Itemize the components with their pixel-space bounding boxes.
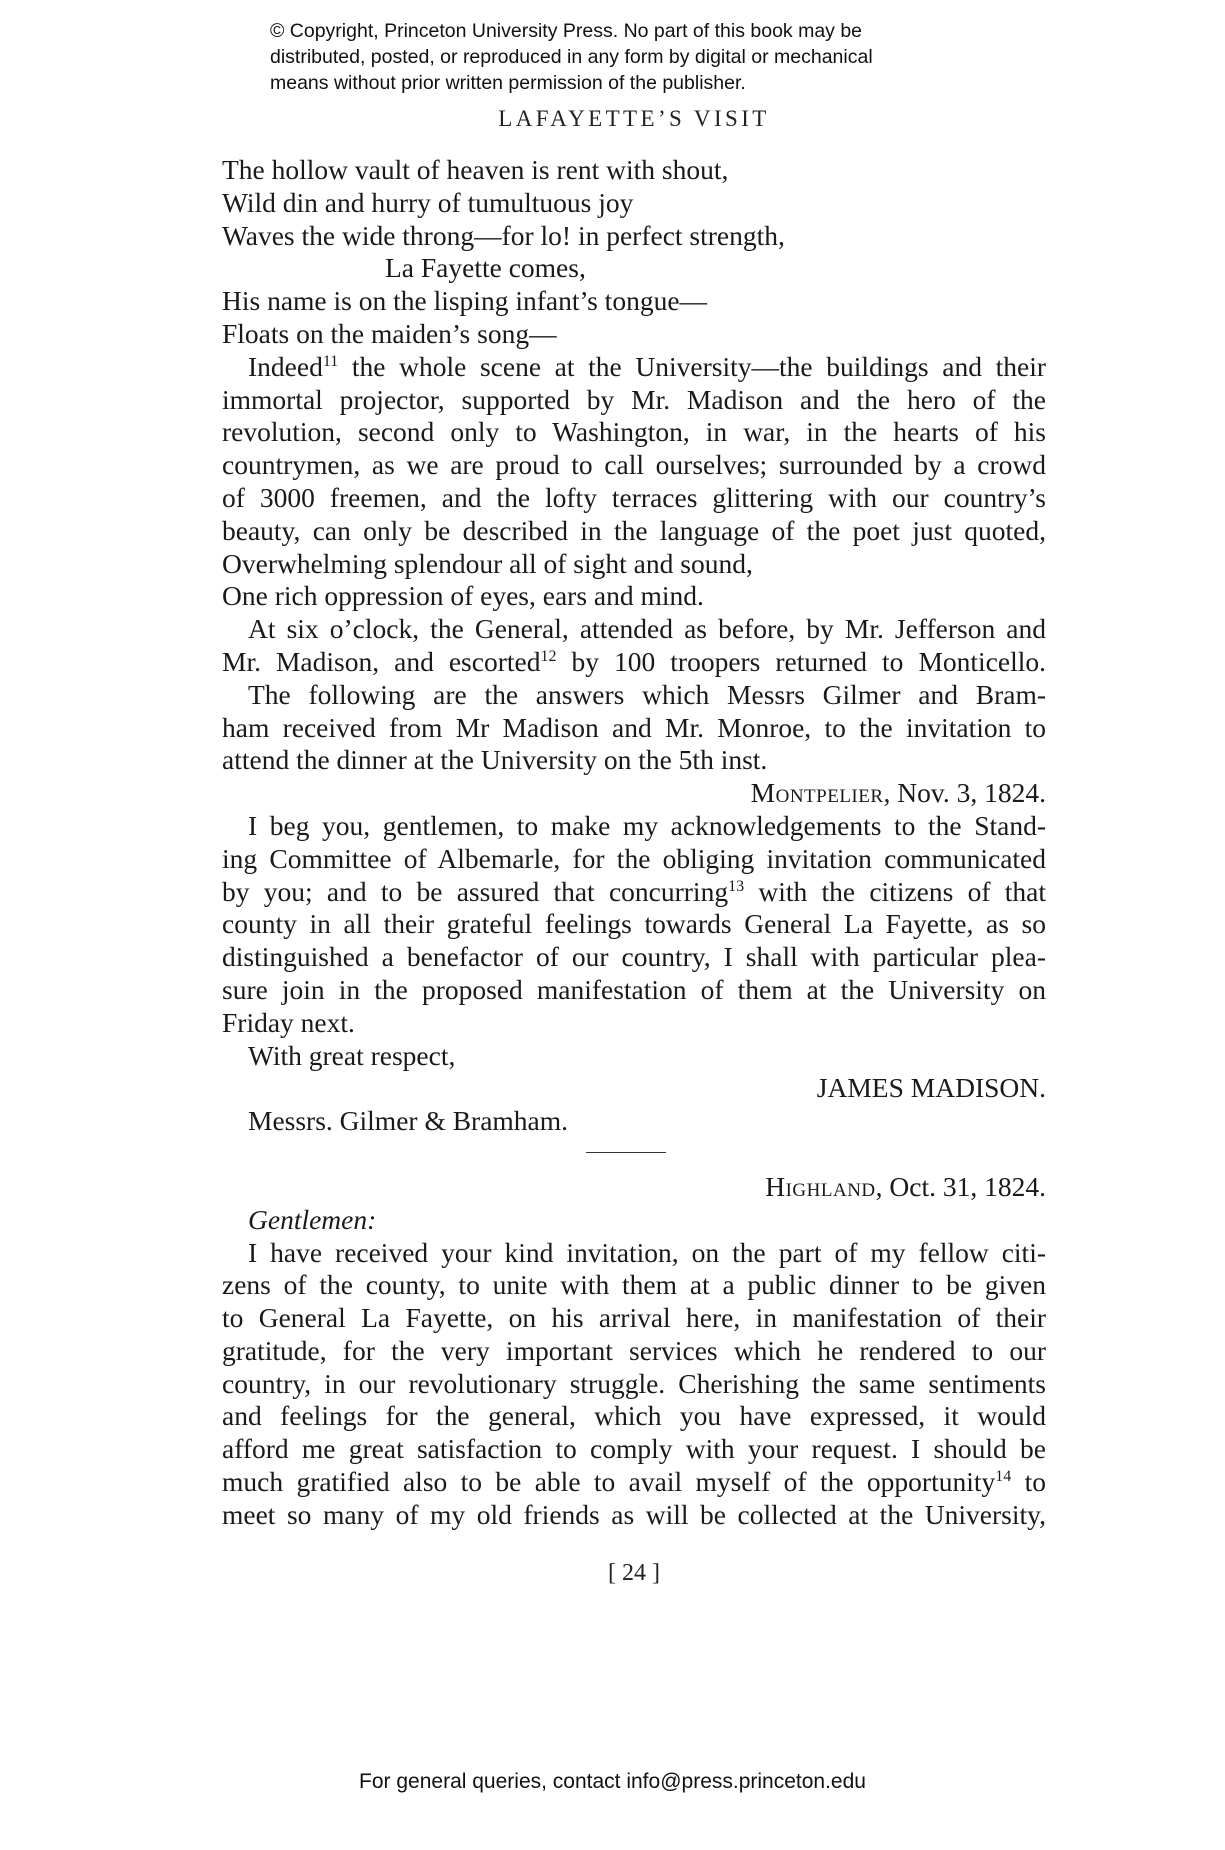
letter-line: I beg you, gentlemen, to make my acknowledgements to the Stand- xyxy=(248,809,1046,841)
paragraph-line: Indeed$^{11}$ the whole scene at the University—the buildings and their xyxy=(248,350,1046,382)
letter-line: I have received your kind invitation, on the part of my fellow citi- xyxy=(248,1236,1046,1268)
letter-line: sure join in the proposed manifestation of them at the University on xyxy=(222,973,1046,1005)
letter-line: meet so many of my old friends as will be collected at the University, xyxy=(222,1498,1046,1530)
footnote-marker: 14 xyxy=(995,1468,1012,1486)
letter-place: Montpelier xyxy=(750,777,884,809)
paragraph-line: beauty, can only be described in the language of the poet just quoted, xyxy=(222,514,1046,546)
verse-line: Floats on the maiden’s song— xyxy=(222,317,557,349)
letter-line: gratitude, for the very important services which he rendered to our xyxy=(222,1334,1046,1366)
section-divider xyxy=(222,1138,1046,1171)
verse-line: La Fayette comes, xyxy=(385,252,586,284)
letter-dateline xyxy=(222,1171,1046,1204)
copyright-line: © Copyright, Princeton University Press. No part of this book may be xyxy=(270,20,863,42)
letter-line: county in all their grateful feelings towards General La Fayette, as so xyxy=(222,908,1046,940)
letter-line: afford me great satisfaction to comply with your request. I should be xyxy=(222,1433,1046,1465)
footnote-marker: 11 xyxy=(322,352,339,370)
paragraph-line: attend the dinner at the University on the 5th inst. xyxy=(222,744,768,776)
paragraph-line: revolution, second only to Washington, in war, in the hearts of his xyxy=(222,416,1046,448)
letter-salutation: Gentlemen: xyxy=(248,1203,377,1235)
verse-line: One rich oppression of eyes, ears and mind. xyxy=(222,580,704,612)
letter-date: , Nov. 3, 1824. xyxy=(883,777,1046,809)
copyright-line: means without prior written permission of the publisher. xyxy=(270,72,746,94)
paragraph-line: countrymen, as we are proud to call ourselves; surrounded by a crowd xyxy=(222,449,1046,481)
page-number: [ 24 ] xyxy=(608,1560,660,1586)
footnote-marker: 13 xyxy=(728,877,745,895)
letter-place: Highland xyxy=(765,1170,876,1202)
letter-line: to General La Fayette, on his arrival here, in manifestation of their xyxy=(222,1302,1046,1334)
letter-line: ing Committee of Albemarle, for the obliging invitation communicated xyxy=(222,842,1046,874)
paragraph-line: of 3000 freemen, and the lofty terraces glittering with our country’s xyxy=(222,481,1046,513)
footer-contact: For general queries, contact info@press.princeton.edu xyxy=(359,1770,866,1793)
copyright-line: distributed, posted, or reproduced in any form by digital or mechanical xyxy=(270,46,873,68)
verse-line: Wild din and hurry of tumultuous joy xyxy=(222,186,634,218)
letter-line: zens of the county, to unite with them at a public dinner to be given xyxy=(222,1269,1046,1301)
letter-dateline xyxy=(222,777,1046,810)
verse-line: Waves the wide throng—for lo! in perfect strength, xyxy=(222,219,785,251)
letter-signature: JAMES MADISON. xyxy=(816,1072,1046,1104)
letter-addressee: Messrs. Gilmer & Bramham. xyxy=(248,1105,569,1137)
running-head: LAFAYETTE’S VISIT xyxy=(498,106,770,131)
letter-line: and feelings for the general, which you have expressed, it would xyxy=(222,1400,1046,1432)
letter-line: distinguished a benefactor of our country, I shall with particular plea- xyxy=(222,941,1046,973)
copyright-notice xyxy=(270,18,1070,96)
letter-date: , Oct. 31, 1824. xyxy=(875,1170,1046,1202)
paragraph-line: immortal projector, supported by Mr. Madison and the hero of the xyxy=(222,383,1046,415)
footnote-marker: 12 xyxy=(540,647,557,665)
letter-line: much gratified also to be able to avail myself of the opportunity$^{14}$ to xyxy=(222,1466,1047,1498)
paragraph-line: Mr. Madison, and escorted$^{12}$ by 100 troopers returned to Monticello. xyxy=(222,645,1046,677)
letter-line: by you; and to be assured that concurring$^{13}$ with the citizens of that xyxy=(222,875,1046,907)
paragraph-line: ham received from Mr Madison and Mr. Monroe, to the invitation to xyxy=(222,711,1046,743)
letter-closing: With great respect, xyxy=(248,1039,456,1071)
verse-line: Overwhelming splendour all of sight and sound, xyxy=(222,547,753,579)
verse-line: His name is on the lisping infant’s tongue— xyxy=(222,285,708,317)
letter-line: country, in our revolutionary struggle. Cherishing the same sentiments xyxy=(222,1367,1046,1399)
verse-line: The hollow vault of heaven is rent with shout, xyxy=(222,154,729,185)
paragraph-line: The following are the answers which Messrs Gilmer and Bram- xyxy=(248,678,1046,710)
body-text xyxy=(222,154,1046,1532)
letter-line: Friday next. xyxy=(222,1006,355,1038)
paragraph-line: At six o’clock, the General, attended as before, by Mr. Jefferson and xyxy=(248,613,1046,645)
